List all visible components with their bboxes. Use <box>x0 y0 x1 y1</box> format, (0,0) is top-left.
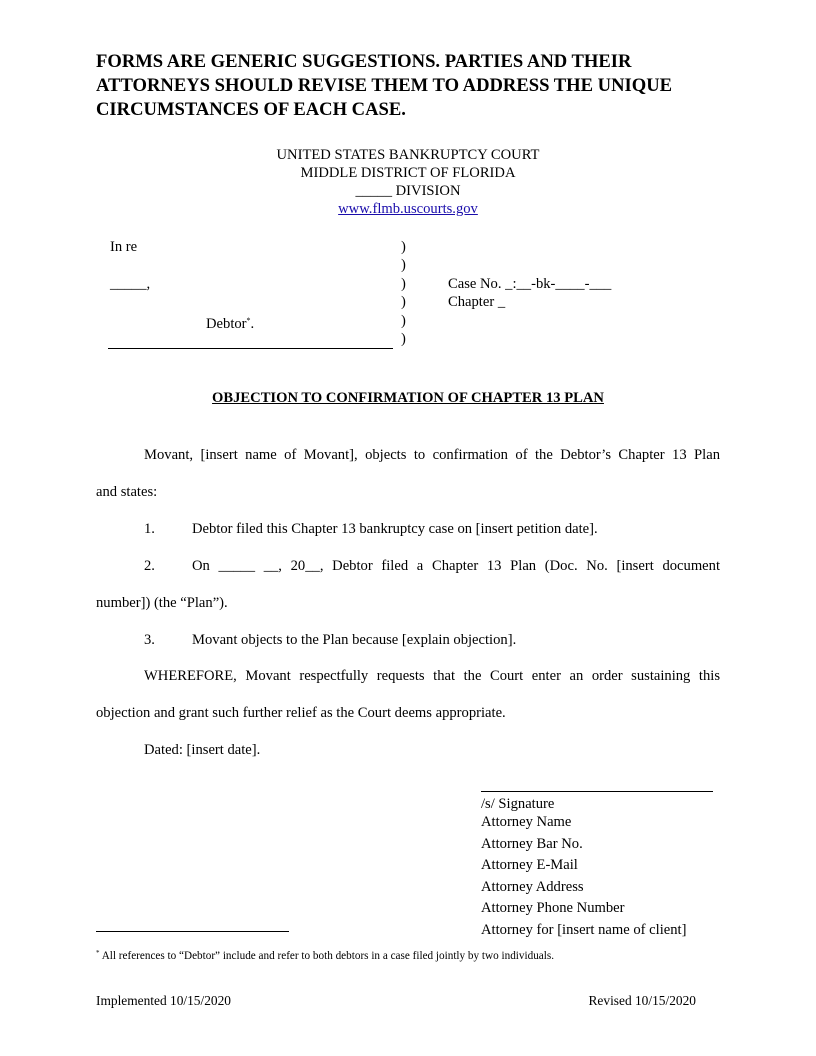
item-number: 1. <box>144 521 155 537</box>
in-re-label: In re <box>110 239 138 255</box>
attorney-bar-no: Attorney Bar No. <box>481 836 583 852</box>
footnote-divider <box>96 931 289 932</box>
caption-paren: ) <box>401 257 406 274</box>
footnote <box>96 946 554 963</box>
disclaimer-banner: FORMS ARE GENERIC SUGGESTIONS. PARTIES AND THEIR ATTORNEYS SHOULD REVISE THEM TO ADDRESS THE UNIQUE CIRCUMSTANCES OF EACH CASE. <box>96 51 673 120</box>
intro-line-2: and states: <box>96 484 158 500</box>
signature: /s/ Signature <box>481 796 555 812</box>
footnote-text: All references to “Debtor” include and refer to both debtors in a case filed jointly by two individuals. <box>101 950 555 962</box>
debtor-label-text: Debtor <box>206 316 247 332</box>
court-division: _____ DIVISION <box>355 183 461 199</box>
signature-line <box>481 791 713 792</box>
attorney-for-client: Attorney for [insert name of client] <box>481 922 687 938</box>
wherefore-paragraph <box>96 667 720 685</box>
caption-paren: ) <box>401 239 406 255</box>
footer-revised: Revised 10/15/2020 <box>588 993 696 1008</box>
chapter-number: Chapter _ <box>448 294 506 310</box>
debtor-label <box>206 312 254 333</box>
item-number: 2. <box>144 558 155 574</box>
intro-line-1: Movant, [insert name of Movant], objects to confirmation of the Debtor’s Chapter 13 Plan <box>144 447 720 463</box>
footnote-marker: * <box>96 949 100 957</box>
intro-paragraph <box>96 446 720 464</box>
item-number: 3. <box>144 632 155 648</box>
document-title: OBJECTION TO CONFIRMATION OF CHAPTER 13 PLAN <box>212 390 604 406</box>
item-text: Movant objects to the Plan because [explain objection]. <box>192 632 517 648</box>
court-website-row <box>0 200 816 218</box>
caption-paren: ) <box>401 331 406 347</box>
court-website-link[interactable]: www.flmb.uscourts.gov <box>338 201 478 217</box>
caption-divider <box>108 348 393 349</box>
attorney-name: Attorney Name <box>481 814 572 830</box>
attorney-address: Attorney Address <box>481 879 584 895</box>
attorney-phone: Attorney Phone Number <box>481 900 625 916</box>
court-name: UNITED STATES BANKRUPTCY COURT <box>276 147 540 163</box>
court-district: MIDDLE DISTRICT OF FLORIDA <box>300 165 516 181</box>
caption-paren: ) <box>401 312 406 329</box>
wherefore-line-2: objection and grant such further relief as the Court deems appropriate. <box>96 705 506 721</box>
item-text: On _____ __, 20__, Debtor filed a Chapter 13 Plan (Doc. No. [insert document <box>192 558 720 574</box>
debtor-name-blank: _____, <box>110 276 151 292</box>
attorney-email: Attorney E-Mail <box>481 857 578 873</box>
dated-line: Dated: [insert date]. <box>144 742 261 758</box>
item-text-continued: number]) (the “Plan”). <box>96 595 228 611</box>
item-text: Debtor filed this Chapter 13 bankruptcy case on [insert petition date]. <box>192 521 598 537</box>
caption-paren: ) <box>401 294 406 311</box>
wherefore-line-1: WHEREFORE, Movant respectfully requests that the Court enter an order sustaining this <box>144 668 720 684</box>
case-number: Case No. _:__-bk-____-___ <box>448 276 612 292</box>
footer-implemented: Implemented 10/15/2020 <box>96 993 231 1008</box>
debtor-footnote-ref: * <box>246 316 251 325</box>
caption-paren: ) <box>401 275 406 292</box>
debtor-label-suffix: . <box>250 316 255 332</box>
